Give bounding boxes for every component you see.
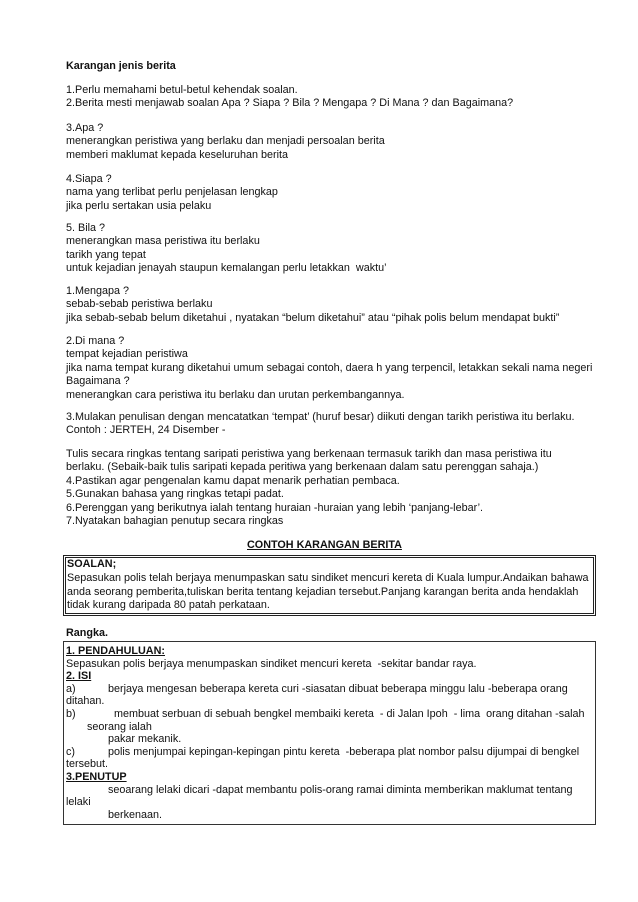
tip-line: 5.Gunakan bahasa yang ringkas tetapi padat. [66,488,284,501]
section-di-mana [66,335,592,402]
section-line: memberi maklumat kepada keseluruhan berita [66,148,289,161]
section-heading: 5. Bila ? [66,222,106,234]
pendahuluan-heading: 1. PENDAHULUAN: [66,645,165,657]
penutup-continuation: lelaki [66,796,91,809]
isi-item-continuation: seorang ialah [87,720,152,733]
section-tips [66,448,552,528]
isi-item [66,683,593,696]
rules-block [66,84,513,111]
isi-item-label: b) [66,707,76,720]
penutup-continuation: berkenaan. [108,808,163,821]
isi-item [66,746,593,759]
section-heading: Bagaimana ? [66,375,130,388]
section-heading: 3.Apa ? [66,122,104,134]
isi-item-continuation: tersebut. [66,758,109,771]
example-heading: CONTOH KARANGAN BERITA [247,539,402,551]
section-heading: 1.Mengapa ? [66,285,130,297]
isi-item [66,708,593,721]
rule-line: 2.Berita mesti menjawab soalan Apa ? Siapa ? Bila ? Mengapa ? Di Mana ? dan Bagaimana? [66,97,514,110]
section-bila [66,222,387,276]
page-title: Karangan jenis berita [66,60,176,72]
section-line: nama yang terlibat perlu penjelasan lengkap [66,186,278,199]
section-heading: 2.Di mana ? [66,335,125,347]
soalan-line: Sepasukan polis telah berjaya menumpaskan satu sindiket mencuri kereta di Kuala lumpur.Andaikan bahawa [67,571,589,584]
pendahuluan-text: Sepasukan polis berjaya menumpaskan sindiket mencuri kereta -sekitar bandar raya. [66,657,477,670]
isi-item-continuation: ditahan. [66,695,105,708]
title-block [66,60,176,73]
section-line: menerangkan cara peristiwa itu berlaku dan urutan perkembangannya. [66,388,405,401]
isi-item-label: a) [66,682,76,695]
soalan-line: anda seorang pemberita,tuliskan berita tentang kejadian tersebut.Panjang karangan berita anda hendaklah [67,585,579,598]
section-line: tarikh yang tepat [66,248,146,261]
penutup-text: seoarang lelaki dicari -dapat membantu polis-orang ramai diminta memberikan maklumat tentang [108,783,573,796]
section-line: jika perlu sertakan usia pelaku [66,199,212,212]
instruction-line: 3.Mulakan penulisan dengan mencatatkan ‘tempat’ (huruf besar) diikuti dengan tarikh peristiwa itu berlaku. [66,411,575,423]
isi-item-text: polis menjumpai kepingan-kepingan pintu kereta -beberapa plat nombor palsu dijumpai di bengkel [108,745,580,758]
tip-line: 7.Nyatakan bahagian penutup secara ringkas [66,514,284,527]
tip-line: Tulis secara ringkas tentang saripati peristiwa yang berkenaan termasuk tarikh dan masa peristiwa itu [66,448,552,460]
section-line: sebab-sebab peristiwa berlaku [66,298,213,311]
example-line: Contoh : JERTEH, 24 Disember - [66,424,226,437]
isi-item-label: c) [66,745,75,758]
rule-line: 1.Perlu memahami betul-betul kehendak soalan. [66,84,298,96]
isi-item-continuation: pakar mekanik. [108,733,182,746]
soalan-line: tidak kurang daripada 80 patah perkataan. [67,599,270,612]
section-line: untuk kejadian jenayah staupun kemalangan perlu letakkan waktu’ [66,262,387,275]
soalan-label: SOALAN; [67,558,117,570]
rangka-box [63,641,596,825]
tip-line: 4.Pastikan agar pengenalan kamu dapat menarik perhatian pembaca. [66,474,400,487]
section-line: jika nama tempat kurang diketahui umum sebagai contoh, daera h yang terpencil, letakkan sekali nama negeri [66,361,593,374]
soalan-box [63,555,596,616]
section-line: tempat kejadian peristiwa [66,348,188,361]
tip-line: 6.Perenggan yang berikutnya ialah tentang huraian -huraian yang lebih ‘panjang-lebar’. [66,501,483,514]
isi-heading: 2. ISI [66,670,92,683]
section-line: jika sebab-sebab belum diketahui , nyatakan “belum diketahui” atau “pihak polis belum mendapat bukti” [66,311,560,324]
tip-line: berlaku. (Sebaik-baik tulis saripati kepada peritiwa yang berkenaan dalam satu perenggan sahaja.) [66,461,539,474]
section-mulakan [66,411,575,438]
penutup-heading: 3.PENUTUP [66,770,127,783]
section-apa [66,122,385,162]
section-line: menerangkan masa peristiwa itu berlaku [66,235,260,248]
section-line: menerangkan peristiwa yang berlaku dan menjadi persoalan berita [66,135,385,148]
section-mengapa [66,285,559,325]
rangka-label: Rangka. [66,627,109,639]
section-siapa [66,173,278,213]
isi-item-text: berjaya mengesan beberapa kereta curi -siasatan dibuat beberapa minggu lalu -beberapa orang [108,682,568,695]
isi-item-text: membuat serbuan di sebuah bengkel membaiki kereta - di Jalan Ipoh - lima orang ditahan -salah [114,707,585,720]
section-heading: 4.Siapa ? [66,173,112,185]
